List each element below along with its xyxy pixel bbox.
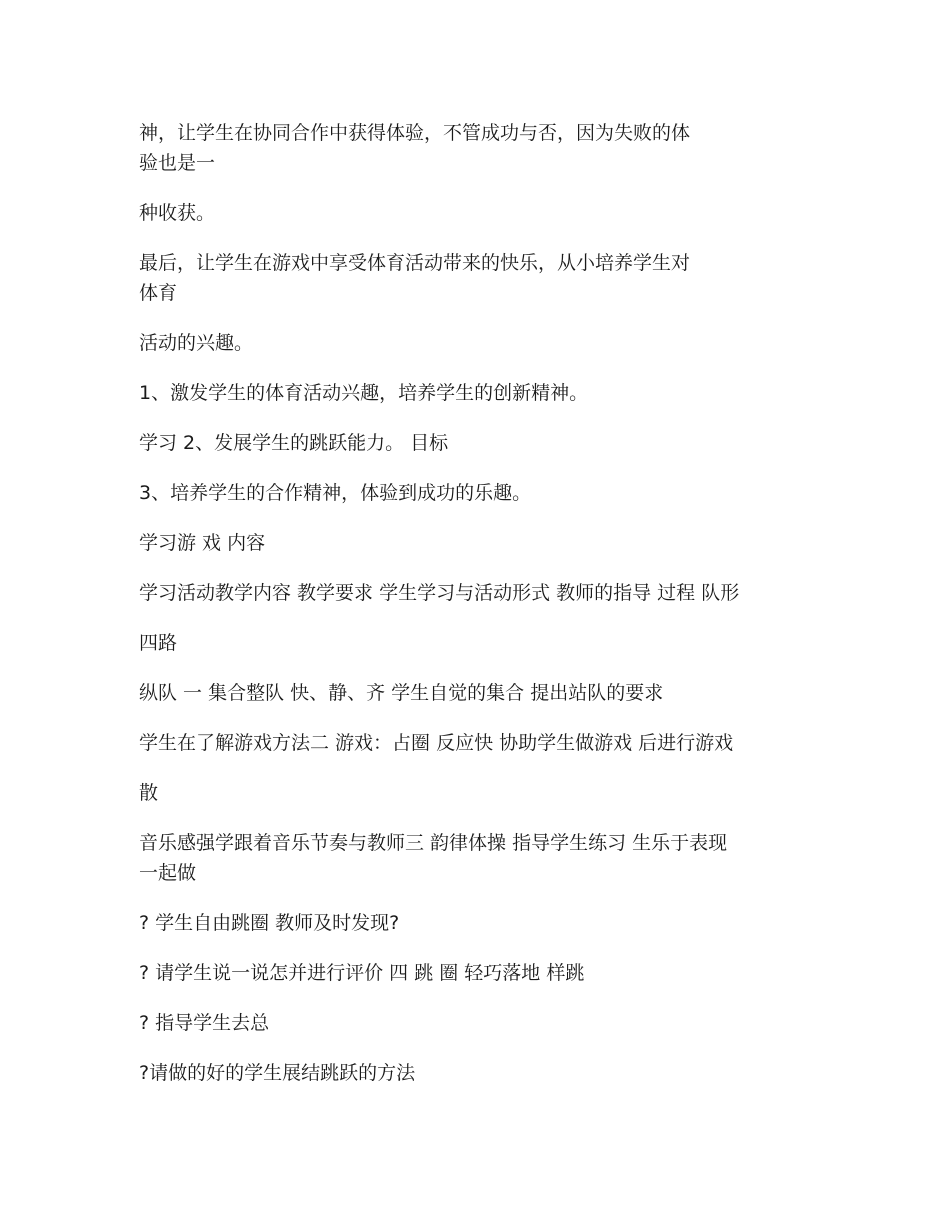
paragraph bbox=[139, 958, 811, 988]
paragraph bbox=[139, 478, 811, 508]
text-line: 学习 2、发展学生的跳跃能力。 目标 bbox=[139, 432, 449, 454]
paragraph bbox=[139, 828, 811, 888]
paragraph bbox=[139, 578, 811, 608]
paragraph bbox=[139, 378, 811, 408]
text-line: ? 指导学生去总 bbox=[139, 1012, 270, 1034]
text-line: 学生在了解游戏方法二 游戏：占圈 反应快 协助学生做游戏 后进行游戏 bbox=[139, 732, 734, 754]
text-line: 学习活动教学内容 教学要求 学生学习与活动形式 教师的指导 过程 队形 bbox=[139, 582, 740, 604]
text-line: ?请做的好的学生展结跳跃的方法 bbox=[139, 1062, 416, 1084]
paragraph bbox=[139, 328, 811, 358]
text-line: 四路 bbox=[139, 632, 178, 654]
paragraph bbox=[139, 198, 811, 228]
text-line: 活动的兴趣。 bbox=[139, 332, 254, 354]
text-line: 一起做 bbox=[139, 862, 197, 884]
text-line: 种收获。 bbox=[139, 202, 216, 224]
text-line: 验也是一 bbox=[139, 152, 216, 174]
paragraph bbox=[139, 1008, 811, 1038]
paragraph bbox=[139, 1058, 811, 1088]
paragraph bbox=[139, 778, 811, 808]
text-line: 学习游 戏 内容 bbox=[139, 532, 266, 554]
text-line: 3、培养学生的合作精神，体验到成功的乐趣。 bbox=[139, 482, 532, 504]
paragraph bbox=[139, 678, 811, 708]
document-body bbox=[139, 118, 811, 1108]
paragraph bbox=[139, 428, 811, 458]
text-line: 音乐感强学跟着音乐节奏与教师三 韵律体操 指导学生练习 生乐于表现 bbox=[139, 832, 728, 854]
text-line: ? 请学生说一说怎并进行评价 四 跳 圈 轻巧落地 样跳 bbox=[139, 962, 585, 984]
paragraph bbox=[139, 248, 811, 308]
text-line: 最后，让学生在游戏中享受体育活动带来的快乐，从小培养学生对 bbox=[139, 252, 691, 274]
paragraph bbox=[139, 628, 811, 658]
paragraph bbox=[139, 728, 811, 758]
paragraph bbox=[139, 118, 811, 178]
paragraph bbox=[139, 528, 811, 558]
text-line: 散 bbox=[139, 782, 159, 804]
paragraph bbox=[139, 908, 811, 938]
text-line: ? 学生自由跳圈 教师及时发现? bbox=[139, 912, 400, 934]
text-line: 纵队 一 集合整队 快、静、齐 学生自觉的集合 提出站队的要求 bbox=[139, 682, 664, 704]
text-line: 神，让学生在协同合作中获得体验，不管成功与否，因为失败的体 bbox=[139, 122, 691, 144]
text-line: 体育 bbox=[139, 282, 178, 304]
text-line: 1、激发学生的体育活动兴趣，培养学生的创新精神。 bbox=[139, 382, 589, 404]
